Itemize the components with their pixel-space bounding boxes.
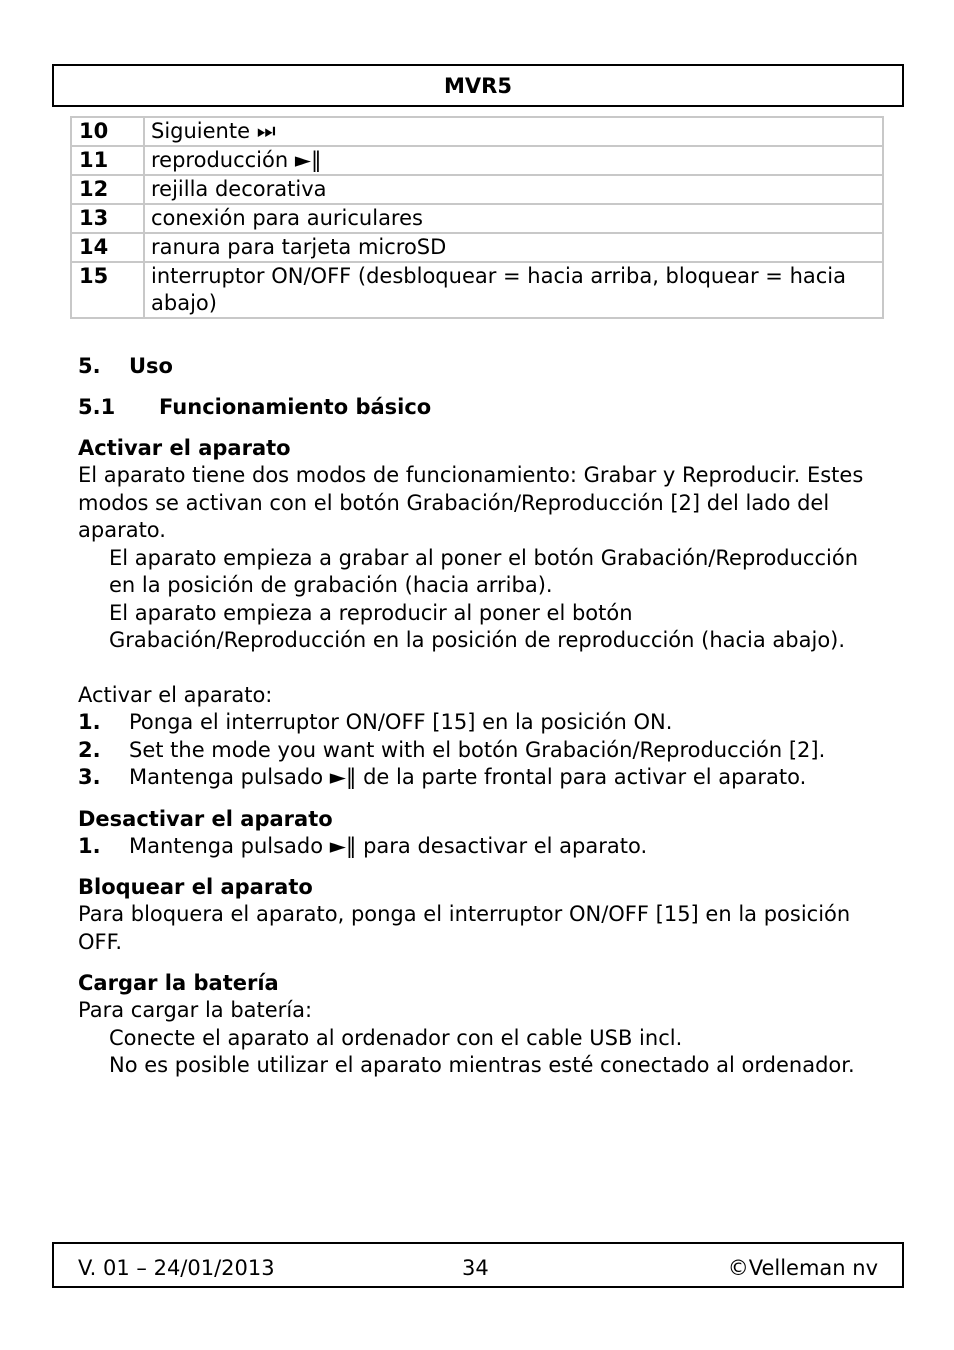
step-number: 2. [78,737,101,762]
subsection-number: 5.1 [78,395,116,419]
main-content [78,352,878,1080]
part-number: 11 [71,146,144,175]
part-description: Siguiente ⏭ [144,117,883,146]
part-description: rejilla decorativa [144,175,883,204]
activar-intro: El aparato tiene dos modos de funcionamiento: Grabar y Reproducir. Estes modos se activan con el botón Grabación/Reproducción [2] del lado del aparato. [78,463,864,542]
step-number: 1. [78,833,101,858]
list-item [78,737,878,765]
part-number: 13 [71,204,144,233]
part-number: 10 [71,117,144,146]
footer-page-number: 34 [462,1256,489,1280]
desactivar-heading: Desactivar el aparato [78,806,333,831]
page-header [52,64,904,107]
cargar-note-connected: No es posible utilizar el aparato mientras esté conectado al ordenador. [109,1053,855,1077]
table-row [71,146,883,175]
part-description: reproducción ►‖ [144,146,883,175]
list-item [78,764,878,792]
part-number: 12 [71,175,144,204]
page-footer [52,1242,904,1288]
activar-steps [78,709,878,792]
step-text: Set the mode you want with el botón Grabación/Reproducción [2]. [129,737,826,762]
bloquear-heading: Bloquear el aparato [78,875,313,899]
cargar-note-usb: Conecte el aparato al ordenador con el cable USB incl. [109,1025,683,1050]
header-title: MVR5 [444,74,512,98]
part-description: interruptor ON/OFF (desbloquear = hacia arriba, bloquear = hacia abajo) [144,262,883,318]
activar-steps-intro: Activar el aparato: [78,682,273,707]
activar-note-record: El aparato empieza a grabar al poner el botón Grabación/Reproducción en la posición de grabación (hacia arriba). [109,545,859,597]
section-title: Uso [129,354,173,378]
subsection-heading [78,393,878,421]
subsection-title: Funcionamiento básico [159,395,432,419]
part-description: conexión para auriculares [144,204,883,233]
bloquear-text: Para bloquera el aparato, ponga el interruptor ON/OFF [15] en la posición OFF. [78,902,851,954]
part-description: ranura para tarjeta microSD [144,233,883,262]
table-row [71,204,883,233]
cargar-heading: Cargar la batería [78,971,279,995]
section-number: 5. [78,354,101,378]
activar-heading: Activar el aparato [78,436,291,460]
table-row [71,233,883,262]
table-row [71,175,883,204]
step-number: 1. [78,710,101,734]
step-text: Mantenga pulsado ►‖ para desactivar el aparato. [129,833,648,858]
footer-copyright: ©Velleman nv [727,1256,878,1280]
footer-version: V. 01 – 24/01/2013 [78,1256,275,1280]
desactivar-steps [78,833,878,861]
table-row [71,117,883,146]
cargar-intro: Para cargar la batería: [78,998,313,1022]
parts-table [70,116,884,319]
activar-note-play: El aparato empieza a reproducir al poner el botón Grabación/Reproducción en la posición de reproducción (hacia abajo). [109,600,846,652]
part-number: 15 [71,262,144,318]
part-number: 14 [71,233,144,262]
step-number: 3. [78,765,101,789]
list-item [78,833,878,861]
table-row [71,262,883,318]
step-text: Mantenga pulsado ►‖ de la parte frontal para activar el aparato. [129,765,807,789]
list-item [78,709,878,737]
step-text: Ponga el interruptor ON/OFF [15] en la posición ON. [129,710,673,734]
section-heading [78,352,878,380]
